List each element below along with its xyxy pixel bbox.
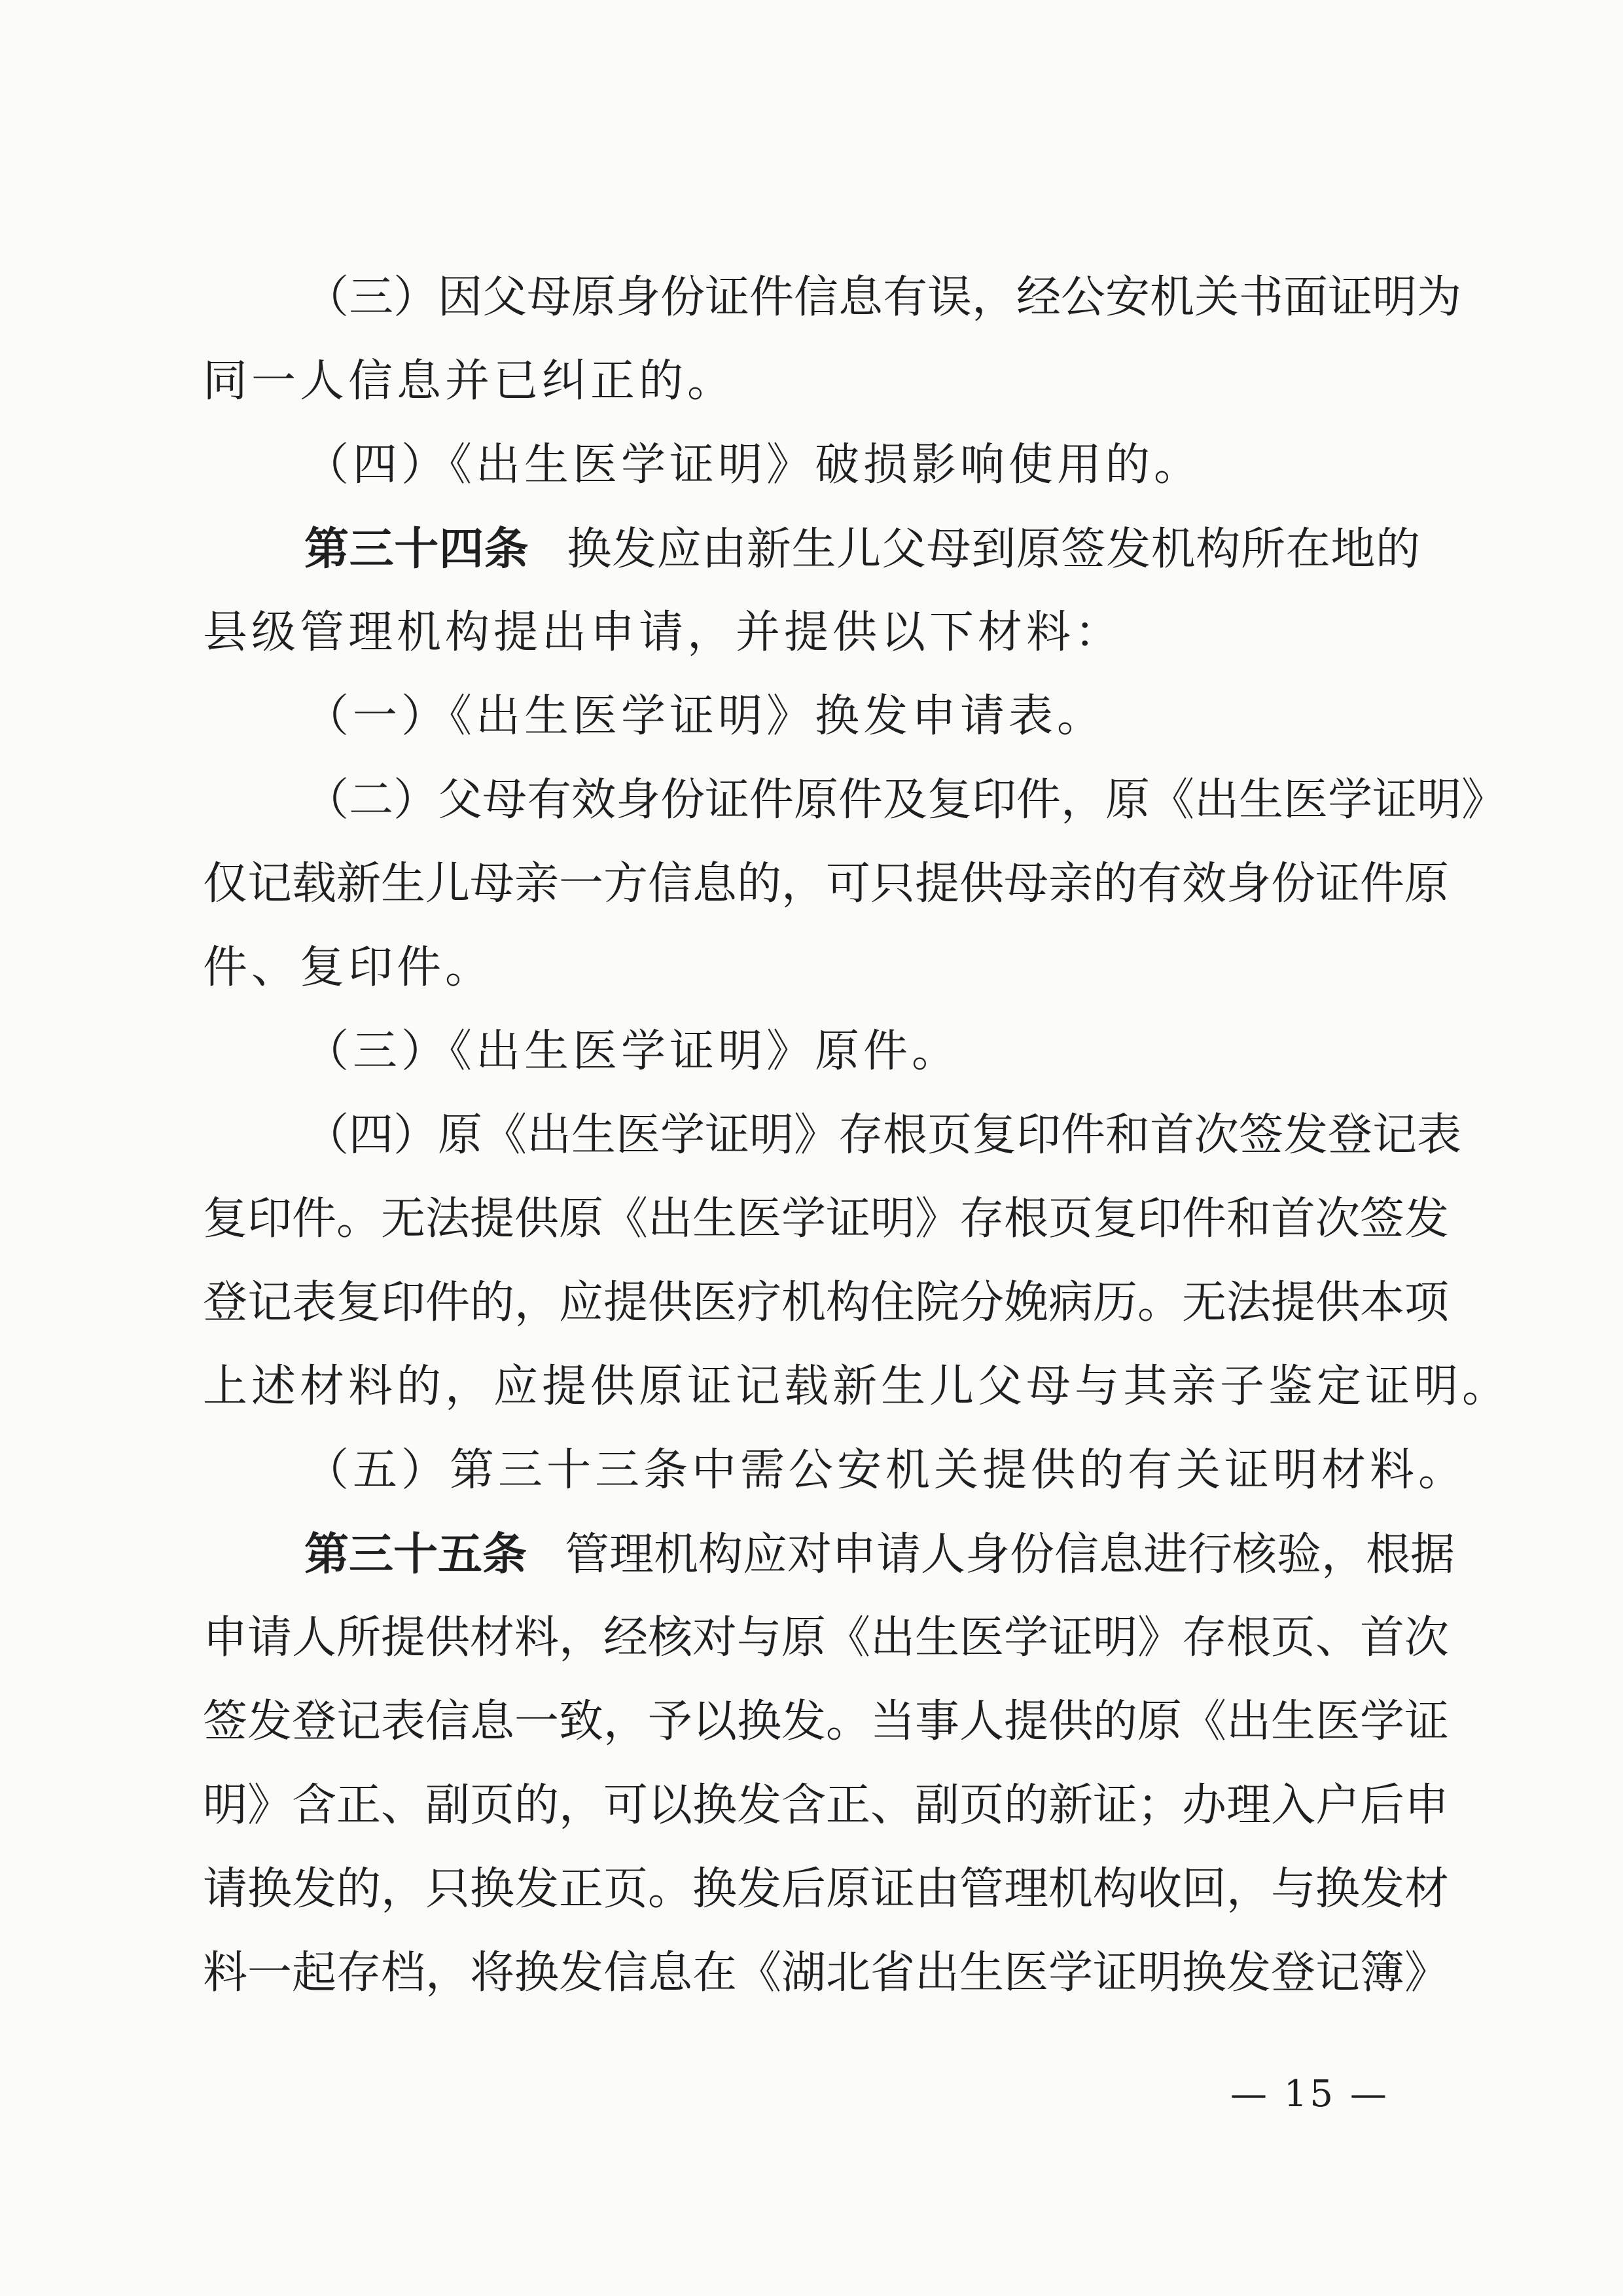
text-line: 明》含正、副页的，可以换发含正、副页的新证；办理入户后申	[203, 1780, 1450, 1831]
text-line: 上述材料的，应提供原证记载新生儿父母与其亲子鉴定证明。	[203, 1361, 1511, 1412]
document-page	[203, 0, 1511, 2296]
page-number: — 15 —	[1230, 2073, 1389, 2115]
text-line: 请换发的，只换发正页。换发后原证由管理机构收回，与换发材	[203, 1863, 1450, 1915]
article-34-first-line	[304, 523, 1420, 575]
text-line: （五）第三十三条中需公安机关提供的有关证明材料。	[304, 1444, 1467, 1496]
article-34-text: 换发应由新生儿父母到原签发机构所在地的	[567, 524, 1420, 575]
text-line: （四）《出生医学证明》破损影响使用的。	[304, 439, 1203, 491]
text-line: 件、复印件。	[203, 942, 494, 994]
text-line: 复印件。无法提供原《出生医学证明》存根页复印件和首次签发	[203, 1193, 1450, 1245]
text-line: （四）原《出生医学证明》存根页复印件和首次签发登记表	[304, 1109, 1462, 1161]
text-line: 登记表复印件的，应提供医疗机构住院分娩病历。无法提供本项	[203, 1277, 1450, 1329]
text-line: （三）《出生医学证明》原件。	[304, 1026, 961, 1077]
text-line: （一）《出生医学证明》换发申请表。	[304, 691, 1106, 742]
text-line: 同一人信息并已纠正的。	[203, 355, 736, 407]
article-34-label: 第三十四条	[304, 523, 529, 575]
text-line: 签发登记表信息一致，予以换发。当事人提供的原《出生医学证	[203, 1696, 1450, 1748]
text-line: 仅记载新生儿母亲一方信息的，可只提供母亲的有效身份证件原	[203, 858, 1450, 910]
text-line: 申请人所提供材料，经核对与原《出生医学证明》存根页、首次	[203, 1612, 1450, 1664]
article-35-text: 管理机构应对申请人身份信息进行核验，根据	[565, 1529, 1455, 1581]
text-line: 县级管理机构提出申请，并提供以下材料：	[203, 607, 1124, 658]
article-35-label: 第三十五条	[304, 1528, 527, 1581]
text-line: （二）父母有效身份证件原件及复印件，原《出生医学证明》	[304, 774, 1507, 826]
article-35-first-line	[304, 1528, 1455, 1581]
text-line: 料一起存档，将换发信息在《湖北省出生医学证明换发登记簿》	[203, 1947, 1450, 1999]
text-line: （三）因父母原身份证件信息有误，经公安机关书面证明为	[304, 272, 1462, 323]
